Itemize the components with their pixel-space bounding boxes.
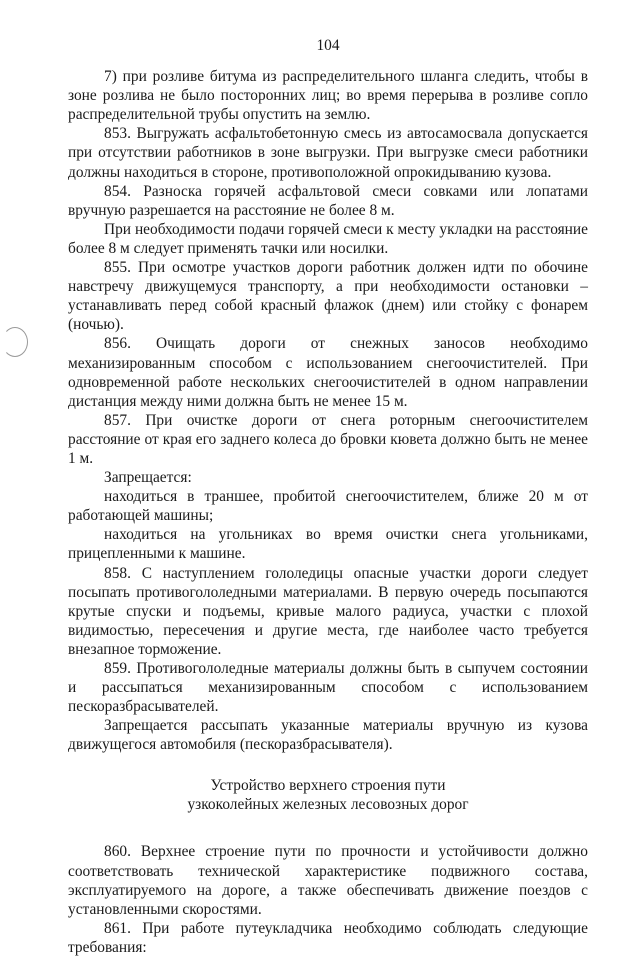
page-number: 104 (316, 37, 340, 54)
paragraph-prohibited-item-2: находиться на угольниках во время очистки снега угольниками, прицепленными к машине. (68, 526, 588, 563)
paragraph-860: 860. Верхнее строение пути по прочности и устойчивости должно соответствовать технической характеристике подвижного состава, эксплуатируемого на дороге, а также обеспечивать движение поездов с установленными скоростями. (68, 843, 588, 918)
paragraph-858: 858. С наступлением гололедицы опасные участки дороги следует посыпать противогололедными материалами. В первую очередь посыпаются крутые спуски и подъемы, кривые малого радиуса, участки с плохой видимостью, пересечения и другие места, где наиболее часто требуется внезапное торможение. (68, 564, 588, 658)
paragraph-prohibited-heading: Запрещается: (104, 469, 192, 487)
paragraph-856: 856. Очищать дороги от снежных заносов необходимо механизированным способом с использованием снегоочистителей. При одновременной работе нескольких снегоочистителей в одном направлении дистанция между ними должна быть не менее 15 м. (68, 335, 588, 410)
paragraph-859: 859. Противогололедные материалы должны быть в сыпучем состоянии и рассыпаться механизированным способом с использованием пескоразбрасывателей. (68, 660, 588, 716)
paragraph-861: 861. При работе путеукладчика необходимо соблюдать следующие требования: (68, 919, 588, 956)
paragraph-854-continued: При необходимости подачи горячей смеси к месту укладки на расстояние более 8 м следует применять тачки или носилки. (68, 220, 588, 257)
section-heading-line-2: узкоколейных железных лесовозных дорог (187, 796, 469, 814)
paragraph-855: 855. При осмотре участков дороги работник должен идти по обочине навстречу движущемуся транспорту, а при необходимости остановки – устанавливать перед собой красный флажок (днем) или стойку с фонарем (ночью). (68, 259, 588, 334)
paragraph-857: 857. При очистке дороги от снега роторным снегоочистителем расстояние от края его заднего колеса до бровки кювета должно быть не менее 1 м. (68, 411, 588, 467)
section-heading-line-1: Устройство верхнего строения пути (210, 777, 446, 795)
paragraph-859-prohibited: Запрещается рассыпать указанные материалы вручную из кузова движущегося автомобиля (пескоразбрасывателя). (68, 717, 588, 754)
paragraph-prohibited-item-1: находиться в траншее, пробитой снегоочистителем, ближе 20 м от работающей машины; (68, 488, 588, 525)
paragraph-7-bitumen: 7) при розливе битума из распределительного шланга следить, чтобы в зоне розлива не было посторонних лиц; во время перерыва в розливе сопло распределительной трубы опустить на землю. (68, 68, 588, 124)
binder-hole-mark (2, 327, 28, 357)
document-page (68, 36, 588, 957)
paragraph-854: 854. Разноска горячей асфальтовой смеси совками или лопатами вручную разрешается на расстояние не более 8 м. (68, 182, 588, 219)
section-heading (68, 776, 588, 814)
paragraph-853: 853. Выгружать асфальтобетонную смесь из автосамосвала допускается при отсутствии работников в зоне выгрузки. При выгрузке смеси работники должны находиться в стороне, противоположной опрокидыванию кузова. (68, 125, 588, 181)
